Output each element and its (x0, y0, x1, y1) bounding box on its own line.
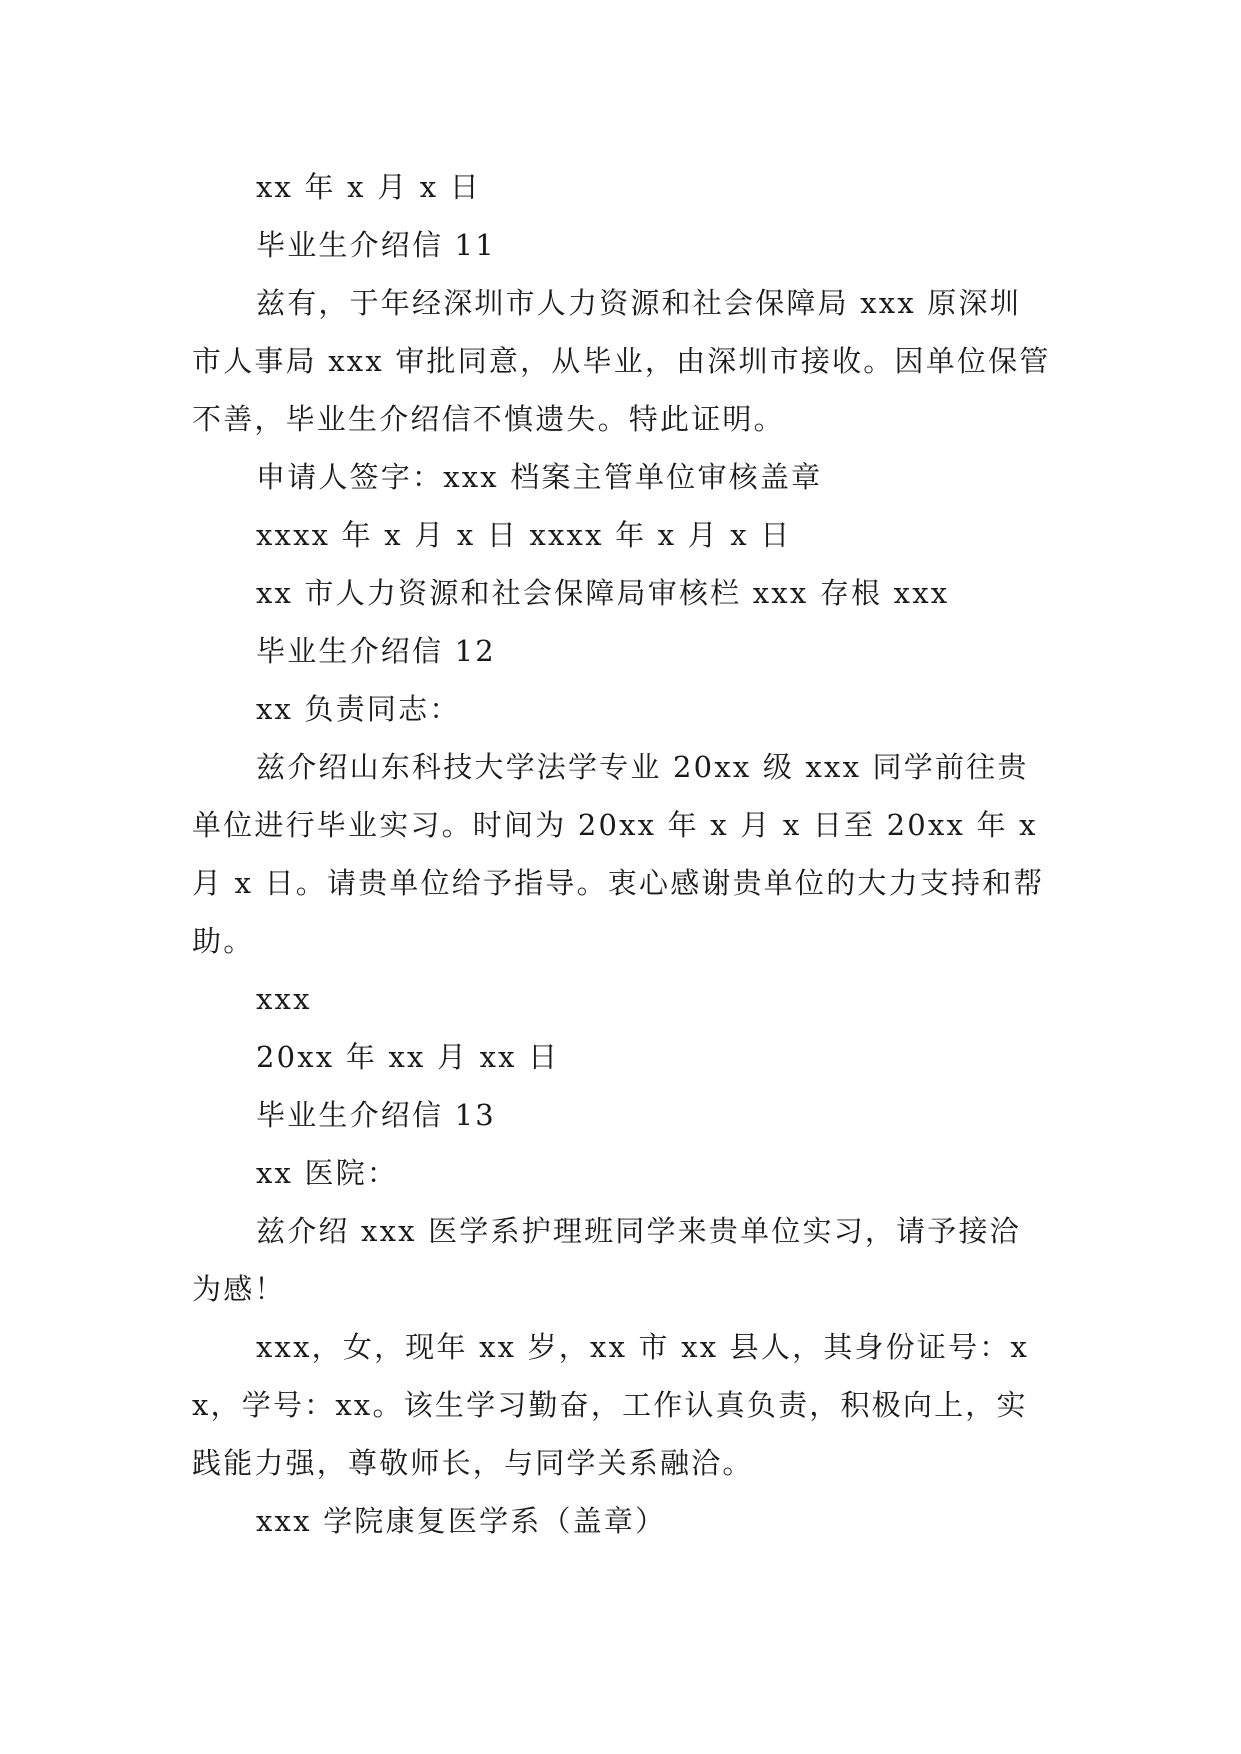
letter-12-signer: xxx (256, 982, 312, 1016)
letter-heading-13: 毕业生介绍信 13 (256, 1098, 496, 1132)
letter-heading-11: 毕业生介绍信 11 (256, 228, 496, 262)
applicant-signature-line: 申请人签字：xxx 档案主管单位审核盖章 (256, 460, 823, 494)
document-body (192, 158, 1052, 1550)
letter-12-body: 兹介绍山东科技大学法学专业 20xx 级 xxx 同学前往贵单位进行毕业实习。时间为 20xx 年 x 月 x 日至 20xx 年 x 月 x 日。请贵单位给予指导。衷心感谢贵单位的大力支持和帮助。 (192, 750, 1050, 958)
letter-13-body: 兹介绍 xxx 医学系护理班同学来贵单位实习，请予接洽为感！ (192, 1214, 1021, 1306)
review-stub-line: xx 市人力资源和社会保障局审核栏 xxx 存根 xxx (256, 576, 950, 610)
signature-dates-line: xxxx 年 x 月 x 日 xxxx 年 x 月 x 日 (256, 518, 792, 552)
letter-12-date: 20xx 年 xx 月 xx 日 (256, 1040, 560, 1074)
letter-13-salutation: xx 医院： (256, 1156, 399, 1190)
letter-heading-12: 毕业生介绍信 12 (256, 634, 496, 668)
date-line: xx 年 x 月 x 日 (256, 170, 481, 204)
letter-12-salutation: xx 负责同志： (256, 692, 461, 726)
letter-13-student-info: xxx，女，现年 xx 岁，xx 市 xx 县人，其身份证号：xx，学号：xx。该生学习勤奋，工作认真负责，积极向上，实践能力强，尊敬师长，与同学关系融洽。 (192, 1330, 1030, 1480)
letter-11-body: 兹有，于年经深圳市人力资源和社会保障局 xxx 原深圳市人事局 xxx 审批同意，从毕业，由深圳市接收。因单位保管不善，毕业生介绍信不慎遗失。特此证明。 (192, 286, 1051, 436)
letter-13-issuer: xxx 学院康复医学系（盖章） (256, 1504, 667, 1538)
